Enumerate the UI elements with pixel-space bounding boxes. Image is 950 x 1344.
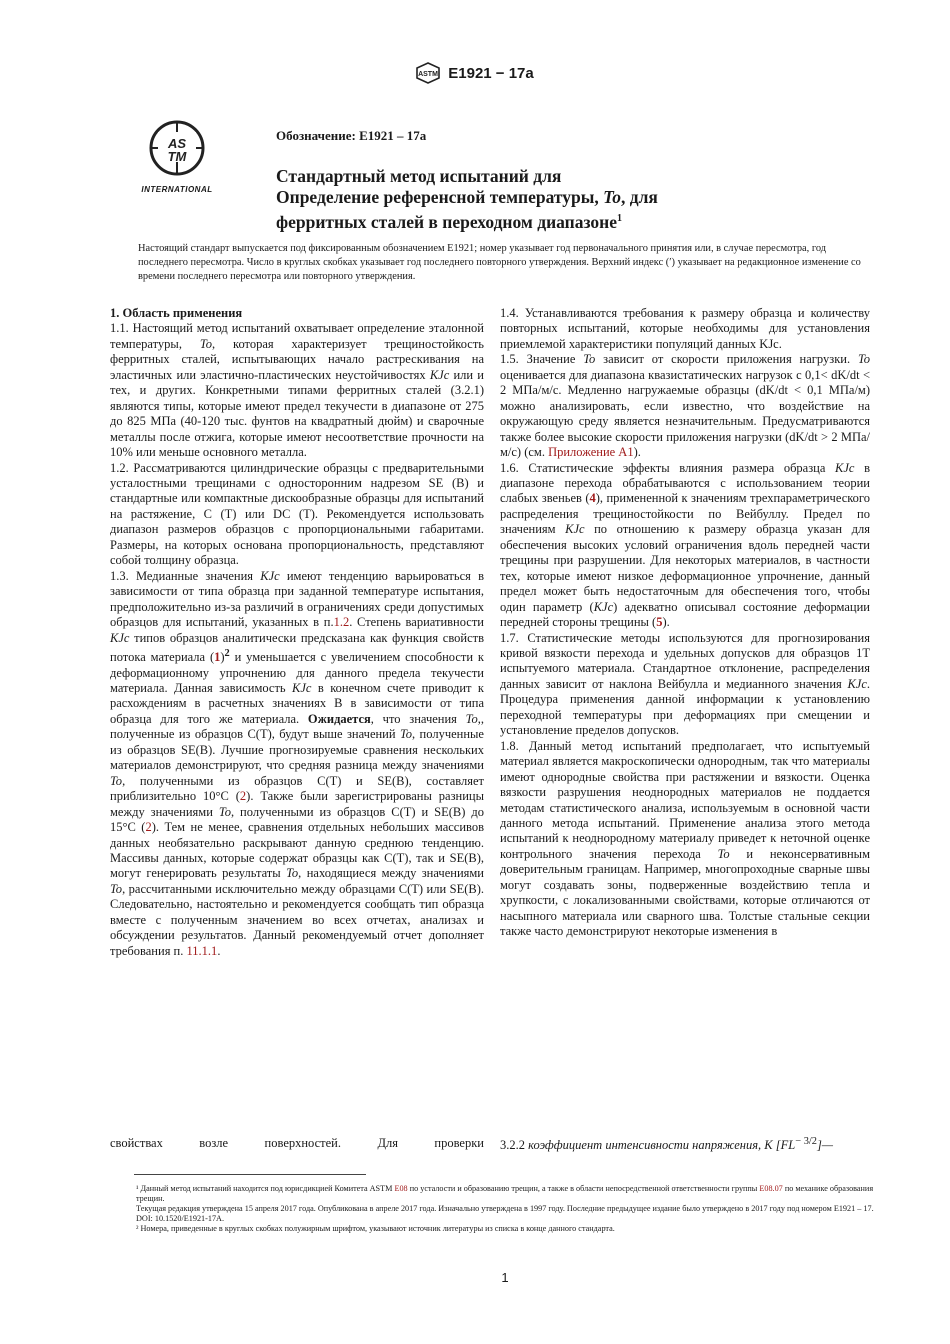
- title-line-1: Стандартный метод испытаний для: [276, 166, 562, 186]
- svg-text:TM: TM: [167, 149, 187, 164]
- svg-text:ASTM: ASTM: [418, 71, 439, 78]
- footnotes: [136, 1184, 884, 1234]
- paragraph-1-5: 1.5. Значение To зависит от скорости приложения нагрузки. To оценивается для диапазона квазистатических нагрузок с 0,1< dK/dt < 2 МПа/м/с. Медленно нагружаемые образцы (dK/dt < 0,1 МПа/м) можно анализировать, если известно, что воздействие на окружающую среду является незначительным. Предусматриваются также более высокие скорости приложения нагрузки (dK/dt > 2 МПа/м/с) (см. Приложение A1).: [500, 352, 870, 460]
- footnote-link-e08-07[interactable]: E08.07: [759, 1184, 783, 1193]
- ref-link-1[interactable]: 1: [214, 650, 221, 665]
- ref-link-4[interactable]: 4: [589, 491, 596, 506]
- designation: Обозначение: E1921 – 17a: [276, 128, 427, 143]
- svg-text:AS: AS: [167, 136, 187, 151]
- astm-logo-icon: [134, 118, 220, 180]
- document-title: [276, 166, 836, 233]
- paragraph-1-4: 1.4. Устанавливаются требования к размеру образца и количеству повторных испытаний, которые необходимы для установления приемлемой характеристики популяций данных KJc.: [500, 306, 870, 351]
- astm-logo: [134, 118, 220, 192]
- paragraph-1-3: 1.3. Медианные значения KJc имеют тенденцию варьироваться в зависимости от типа образца при заданной температуре испытания, предположительно из-за различий в ограничениях среди допустимых образцов для испытаний, указанных в п.1.2. Степень вариативности KJc типов образцов аналитически предсказана как функция свойств потока материала $(1)^2$ и уменьшается с увеличением способности к деформационному упрочнению для данного предела текучести материала. Данная зависимость KJc в конечном счете приводит к расхождениям в расчетных значениях B в зависимости от типа образца для того же материала. Ожидается, что значения To,, полученные из образцов C(T), будут выше значений To, полученные из образцов SE(B). Лучшие прогнозируемые сравнения нескольких материалов демонстрируют, что средняя разница между значениями To, полученными из образцов C(T) и SE(B), составляет приблизительно 10°C (2). Также были зарегистрированы разницы между значениями To, полученными из образцов C(T) и SE(B) до 15°C (2). Тем не менее, сравнения отдельных небольших массивов данных необязательно раскрывают данную среднюю тенденцию. Массивы данных, которые содержат образцы как C(T), так и SE(B), могут генерировать результаты To, находящиеся между значениями To, рассчитанными исключительно между образцами C(T) или SE(B). Следовательно, настоятельно и рекомендуется сообщать тип образца вместе с полученным значением во всех отчетах, анализах и обсуждении результатов. Данный рекомендуемый отчет дополняет требования п. 11.1.1.: [110, 568, 484, 958]
- footnote-link-e08[interactable]: E08: [394, 1184, 408, 1193]
- page-header: [0, 62, 950, 89]
- ref-link-2a[interactable]: 2: [239, 789, 247, 804]
- header-doc-id: E1921 − 17a: [448, 64, 534, 82]
- ref-link-2b[interactable]: 2: [145, 820, 152, 835]
- right-continuation: 3.2.2 коэффициент интенсивности напряжения, K $[FL^{- 3/2}]—$: [500, 1136, 833, 1153]
- right-column: [500, 306, 870, 940]
- paragraph-1-2: 1.2. Рассматриваются цилиндрические образцы с предварительными усталостными трещинами с односторонним надрезом SE (B) и стандартные или компактные дискообразные образцы для испытаний на растяжение, C (T) или DC (T). Рекомендуется использовать диапазон размеров образцов с пропорциональными габаритами. Размеры, на которых основана пропорциональность, представляют собой толщину образца.: [110, 460, 484, 568]
- title-line-2: [276, 187, 836, 208]
- footnote-1: ¹ Данный метод испытаний находится под юрисдикцией Комитета ASTM E08 по усталости и образованию трещин, а также в области непосредственной ответственности группы E08.07 по механике образования трещин.: [136, 1184, 874, 1203]
- intro-notice: Настоящий стандарт выпускается под фиксированным обозначением E1921; номер указывает год первоначального принятия или, в случае пересмотра, год последнего пересмотра. Число в круглых скобках указывает год последнего повторного утверждения. Верхний индекс (ʹ) указывает на редакционное изменение со времени последнего пересмотра или повторного утверждения.: [138, 243, 861, 282]
- page-number: 1: [501, 1270, 509, 1285]
- title-line-3: [276, 208, 836, 233]
- paragraph-1-8: 1.8. Данный метод испытаний предполагает, что испытуемый материал является макроскопически однородным, так что материалы имеют однородные свойства при растяжении и вязкости. Оценка вязкости разрушения неоднородных материалов не поддается методам статистического анализа, используемым в основной части данного метода испытаний. Применение анализа этого метода испытаний к неоднородному материалу приведет к неточной оценке контрольного значения перехода To и неконсервативным доверительным границам. Например, многопроходные сварные швы могут создавать зоны, подверженные воздействию тепла и хрупкости, с локализованными свойствами, которые отличаются от насыпного материала или сварного шва. Толстые стальные секции также часто демонстрируют некоторые изменения в: [500, 738, 870, 939]
- astm-small-logo-icon: [416, 62, 440, 84]
- section-title: 1. Область применения: [110, 306, 243, 320]
- title-var-to: To: [603, 187, 621, 207]
- paragraph-1-6: 1.6. Статистические эффекты влияния размера образца KJc в диапазоне перехода обрабатываются с использованием теории слабых звеньев (4), примененной к значениям трехпараметрического распределения трещиностойкости по Вейбуллу. Предел по значениям KJc по отношению к размеру образца указан для обеспечения высоких условий ограничения вдоль передней части трещины при разрушении. Для некоторых материалов, в частности тех, которые имеют низкое деформационное упрочнение, данный предел может быть недостаточным для обеспечения того, чтобы один параметр (KJc) адекватно описывал состояние деформации передней стороны трещины (5).: [500, 460, 871, 630]
- logo-text: INTERNATIONAL: [141, 185, 213, 194]
- left-continuation: свойствах возле поверхностей. Для проверки: [110, 1136, 484, 1150]
- title-line-2-end: , для: [620, 187, 658, 207]
- footnote-divider: [134, 1174, 366, 1175]
- title-footnote-mark: 1: [617, 213, 623, 224]
- left-column: [110, 306, 484, 959]
- paragraph-1-7: 1.7. Статистические методы используются для прогнозирования кривой вязкости перехода и удельных допусков для образцов 1T испытуемого материала. Стандартное отклонение, распределения данных зависит от наклона Вейбулла и медианного значения KJc. Процедура применения данной информации к установлению переходной температуры при деформациях при смещении и установление пределов допусков.: [500, 630, 870, 738]
- footnote-2: ² Номера, приведенные в круглых скобках полужирным шрифтом, указывают источник литературы из списка в конце данного стандарта.: [136, 1224, 615, 1233]
- footnote-edition: Текущая редакция утверждена 15 апреля 2017 года. Опубликована в апреле 2017 года. Изначально утверждена в 1997 году. Последние предыдущее издание было утверждено в 2017 году под номером E1921 – 17. DOI: 10.1520/E1921-17A.: [136, 1204, 874, 1223]
- ref-link-5[interactable]: 5: [656, 615, 663, 630]
- ref-link-1-2[interactable]: 1.2: [333, 615, 350, 630]
- ref-link-annex-a1[interactable]: Приложение A1: [548, 445, 634, 460]
- title-line-2-text: Определение референсной температуры,: [276, 187, 604, 207]
- ref-link-11-1-1[interactable]: 11.1.1: [186, 943, 218, 958]
- paragraph-1-1: 1.1. Настоящий метод испытаний охватывает определение эталонной температуры, To, которая характеризует трещиностойкость ферритных сталей, испытывающих начало растрескивания на эластичных или эластично-пластических неустойчивостях KJc или и тех, и других. Конкретными типами ферритных сталей (3.2.1) являются типы, которые имеют предел текучести в диапазоне от 275 до 825 МПа (40-120 тыс. фунтов на квадратный дюйм) и сварочные металлы после отжига, которые имеют несоответствие прочности на 10% или меньше основного металла.: [110, 321, 484, 460]
- title-line-3-text: ферритных сталей в переходном диапазоне: [276, 211, 618, 232]
